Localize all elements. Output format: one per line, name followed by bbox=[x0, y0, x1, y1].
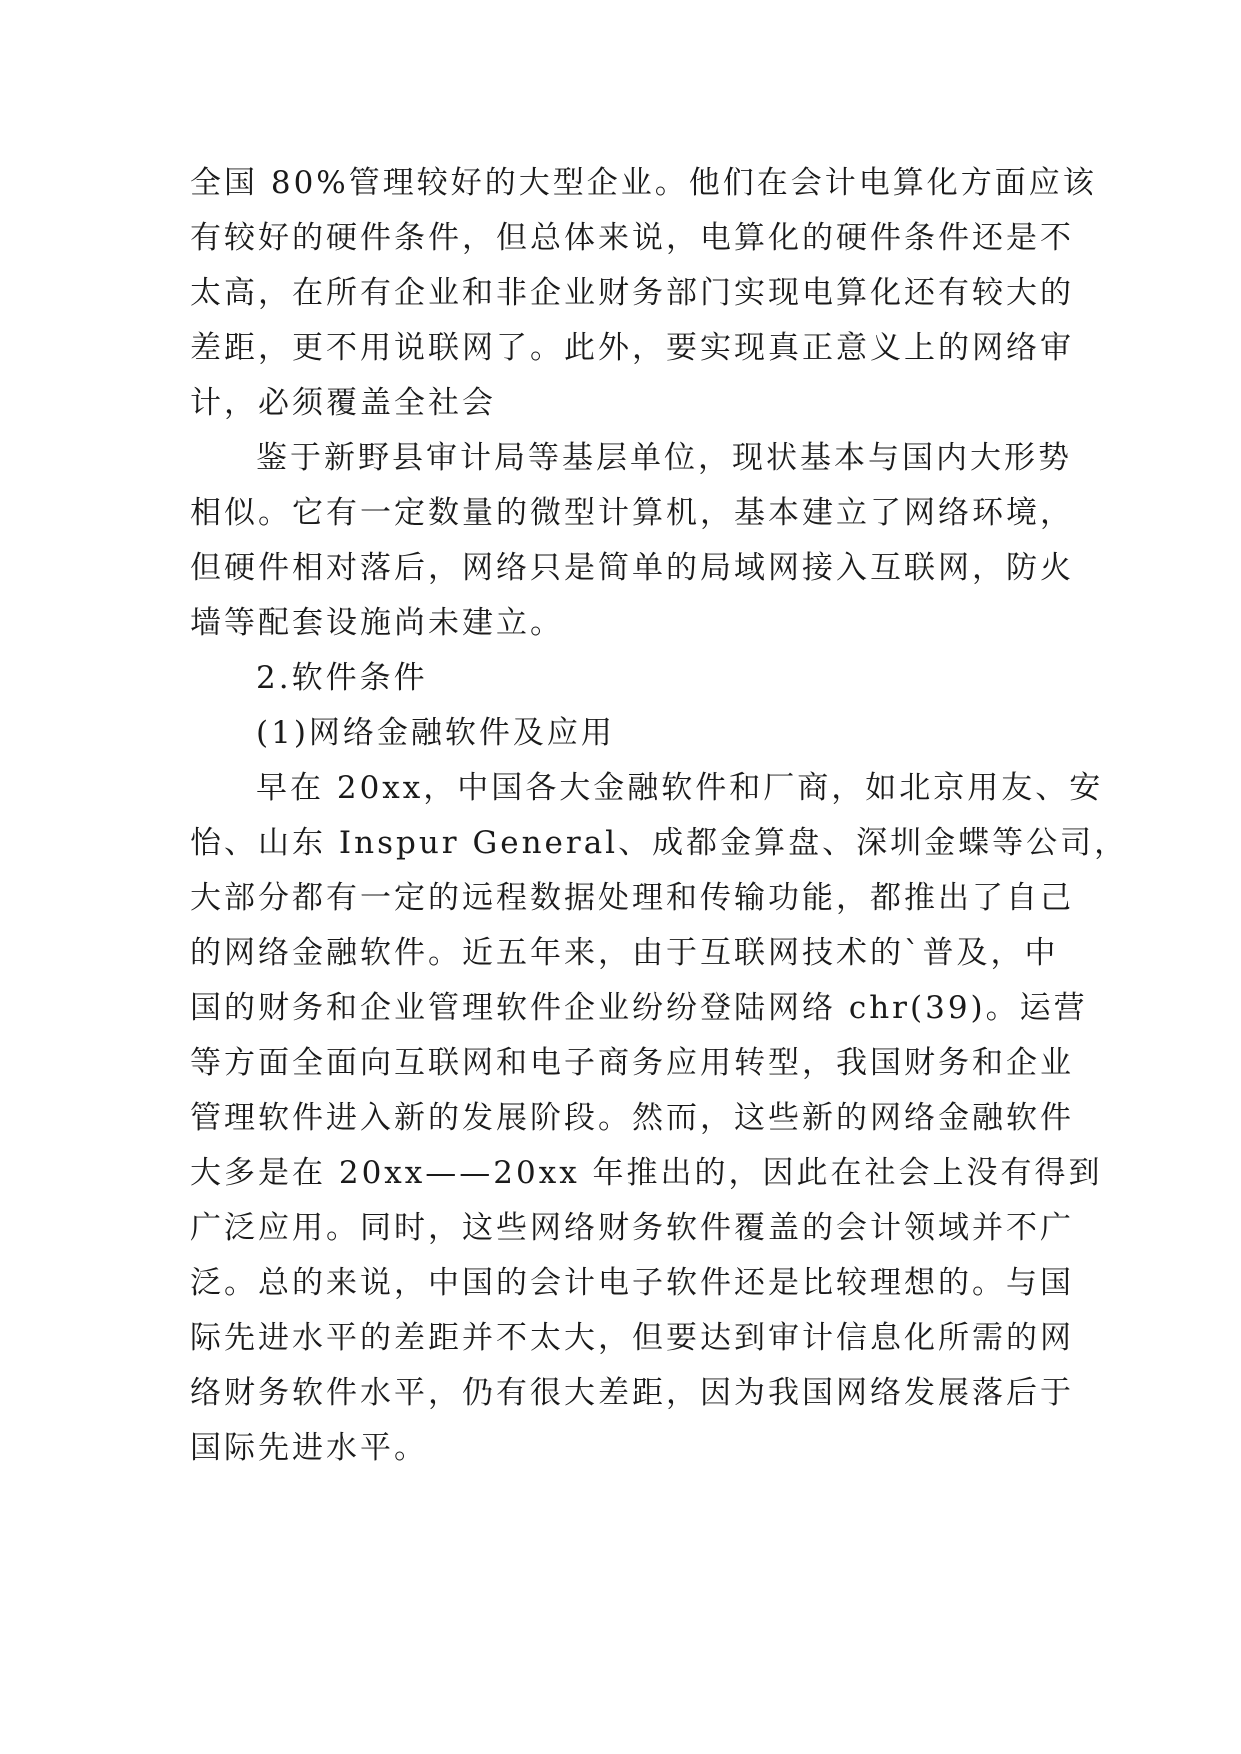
text-line: 墙等配套设施尚未建立。 bbox=[190, 605, 564, 641]
text-line: 国际先进水平。 bbox=[190, 1430, 428, 1466]
text-line: 的网络金融软件。近五年来，由于互联网技术的`普及，中 bbox=[190, 935, 1059, 971]
text-line: 大部分都有一定的远程数据处理和传输功能，都推出了自己 bbox=[190, 880, 1074, 916]
text-line: 际先进水平的差距并不太大，但要达到审计信息化所需的网 bbox=[190, 1320, 1074, 1356]
text-line: 相似。它有一定数量的微型计算机，基本建立了网络环境， bbox=[190, 495, 1074, 531]
text-line: 早在 20xx，中国各大金融软件和厂商，如北京用友、安 bbox=[256, 770, 1104, 806]
text-line: 络财务软件水平，仍有很大差距，因为我国网络发展落后于 bbox=[190, 1375, 1074, 1411]
text-line: 管理软件进入新的发展阶段。然而，这些新的网络金融软件 bbox=[190, 1100, 1074, 1136]
text-line: 广泛应用。同时，这些网络财务软件覆盖的会计领域并不广 bbox=[190, 1210, 1074, 1246]
text-line: 国的财务和企业管理软件企业纷纷登陆网络 chr(39)。运营 bbox=[190, 990, 1088, 1026]
text-line: 怡、山东 Inspur General、成都金算盘、深圳金蝶等公司， bbox=[190, 825, 1129, 861]
text-line: 太高，在所有企业和非企业财务部门实现电算化还有较大的 bbox=[190, 275, 1074, 311]
text-line: 但硬件相对落后，网络只是简单的局域网接入互联网，防火 bbox=[190, 550, 1074, 586]
document-body bbox=[190, 156, 1129, 1476]
text-line: 大多是在 20xx——20xx 年推出的，因此在社会上没有得到 bbox=[190, 1155, 1103, 1191]
text-line: (1)网络金融软件及应用 bbox=[256, 715, 615, 751]
text-line: 计，必须覆盖全社会 bbox=[190, 385, 496, 421]
text-line: 差距，更不用说联网了。此外，要实现真正意义上的网络审 bbox=[190, 330, 1074, 366]
text-line: 有较好的硬件条件，但总体来说，电算化的硬件条件还是不 bbox=[190, 220, 1074, 256]
text-line: 鉴于新野县审计局等基层单位，现状基本与国内大形势 bbox=[256, 440, 1072, 476]
text-line: 全国 80%管理较好的大型企业。他们在会计电算化方面应该 bbox=[190, 165, 1097, 201]
text-line: 等方面全面向互联网和电子商务应用转型，我国财务和企业 bbox=[190, 1045, 1074, 1081]
text-line: 2.软件条件 bbox=[256, 660, 428, 696]
text-line: 泛。总的来说，中国的会计电子软件还是比较理想的。与国 bbox=[190, 1265, 1074, 1301]
